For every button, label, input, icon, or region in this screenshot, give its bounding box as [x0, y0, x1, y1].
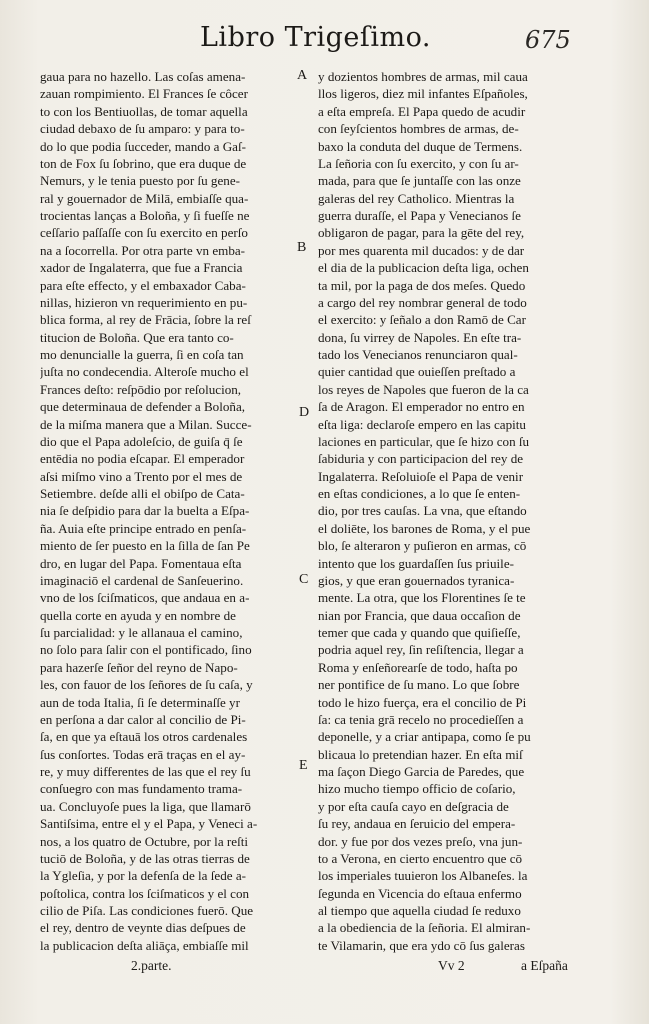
text-line: ma ſaçon Diego Garcia de Paredes, que [318, 764, 525, 779]
text-line: obligaron de pagar, para la gēte del rey, [318, 225, 525, 241]
text-line: la Ygleſia, y por la defenſa de la ſede a- [40, 868, 247, 884]
text-line: Setiembre. deſde alli el obiſpo de Cata- [40, 486, 245, 501]
text-line: los reyes de Napoles que fueron de la ca [318, 381, 529, 397]
right-text-column [318, 68, 574, 954]
text-line: dor. y fue por dos vezes preſo, vna jun- [318, 833, 523, 849]
text-line: y dozientos hombres de armas, mil caua [318, 69, 528, 84]
text-line: ton de Fox ſu ſobrino, que era duque de [40, 155, 247, 171]
text-line: re, y muy differentes de las que el rey ſu [40, 764, 251, 779]
page-number: 675 [525, 26, 571, 54]
text-line: quella corte en ayuda y en nombre de [40, 607, 236, 623]
left-text-column [40, 68, 302, 954]
text-line: ceſſario paſſaſſe con ſu exercito en perſo [40, 225, 248, 241]
text-line: ſu parcialidad: y le allanaua el camino, [40, 625, 243, 640]
text-line: para hazerſe ſeñor del reyno de Napo- [40, 659, 238, 675]
text-line: Ingalaterra. Reſoluioſe el Papa de venir [318, 468, 524, 484]
text-line: trocientas lanças a Boloña, y ſi fueſſe ne [40, 208, 250, 223]
text-line: entēdia no podia eſcapar. El emperador [40, 451, 245, 467]
text-line: guerra duraſſe, el Papa y Venecianos ſe [318, 208, 521, 223]
text-line: ua. Concluyoſe pues la liga, que llamarō [40, 798, 251, 814]
text-line: ta mil, por la paga de dos meſes. Quedo [318, 277, 526, 293]
text-line: zauan rompimiento. El Frances ſe côcer [40, 86, 248, 102]
text-line: ral y gouernador de Milā, embiaſſe qua- [40, 190, 249, 206]
running-head: Libro Trigeſimo. [200, 22, 432, 53]
text-line: eſta liga: declaroſe empero en las capitu [318, 416, 526, 432]
text-line: que determinaua de defender a Boloña, [40, 399, 246, 415]
text-line: ſa de Aragon. El emperador no entro en [318, 399, 525, 415]
text-line: ña. Auia eſte principe entrado en penſa- [40, 520, 247, 536]
text-line: nos, a los quatro de Octubre, por la reſti [40, 833, 248, 849]
text-line: el rey, dentro de veynte dias deſpues de [40, 920, 246, 936]
text-line: galeras del rey Catholico. Mientras la [318, 190, 515, 206]
text-line: dio que el Papa adoleſcio, de guiſa q̄ ſe [40, 433, 243, 449]
text-line: ſegunda en Vicencia do eſtaua enfermo [318, 885, 522, 901]
text-line: mada, para que ſe juntaſſe con las onze [318, 173, 521, 189]
text-line: xador de Ingalaterra, que fue a Francia [40, 260, 243, 276]
text-line: dio, por tres cauſas. La vna, que eſtando [318, 503, 527, 519]
text-line: conſuegro con mas fundamento trama- [40, 781, 243, 797]
section-marker-d: D [299, 405, 310, 420]
text-line: juſta no condecendia. Alteroſe mucho el [40, 364, 249, 380]
text-line: blo, ſe alteraron y puſieron en armas, cō [318, 538, 527, 554]
text-line: con ſeyſcientos hombres de armas, de- [318, 121, 519, 137]
text-line: tuciō de Boloña, y de las otras tierras de [40, 850, 250, 866]
text-line: ſabiduria y con participacion del rey de [318, 451, 524, 467]
text-line: to a Verona, en cierto encuentro que cō [318, 850, 523, 866]
text-line: laciones en particular, que ſe hizo con ſu [318, 433, 530, 449]
text-line: vno de los ſciſmaticos, que andaua en a- [40, 590, 250, 606]
text-line: todo le hizo fuerça, era el concilio de Pi [318, 694, 527, 710]
text-line: y por eſta cauſa cayo en deſgracia de [318, 798, 509, 814]
text-line: dona, ſu virrey de Napoles. En eſte tra- [318, 329, 522, 345]
text-line: aſsi miſmo vino a Trento por el mes de [40, 468, 243, 484]
text-line: intento que los guardaſſen ſus priuile- [318, 555, 514, 571]
text-line: La ſeñoria con ſu exercito, y con ſu ar- [318, 155, 519, 171]
text-line: el dia de la publicacion deſta liga, ochen [318, 260, 529, 276]
text-line: poſtolica, contra los ſciſmaticos y el con [40, 885, 250, 901]
text-line: al tiempo que aquella ciudad ſe reduxo [318, 903, 521, 918]
text-line: hizo mucho tiempo officio de coſario, [318, 781, 516, 797]
text-line: quier cantidad que ouieſſen preſtado a [318, 364, 516, 380]
text-line: cilio de Piſa. Las condiciones fuerō. Que [40, 903, 254, 918]
text-line: mente. La otra, que los Florentines ſe te [318, 590, 526, 606]
text-line: Frances deſto: reſpōdio por reſolucion, [40, 381, 242, 397]
text-line: mo denuncialle la guerra, ſi en coſa tan [40, 347, 244, 362]
text-line: Santiſsima, entre el y el Papa, y Veneci a- [40, 816, 258, 832]
text-line: de la miſma manera que a Milan. Succe- [40, 416, 252, 432]
text-line: dro, en lugar del Papa. Fomentaua eſta [40, 555, 242, 571]
text-line: podria aquel rey, ſin reſiſtencia, llegar a [318, 642, 524, 658]
section-marker-e: E [299, 758, 308, 773]
text-line: ner pontifice de ſu mano. Lo que ſobre [318, 677, 520, 693]
text-line: imaginaciō el cardenal de Sanſeuerino. [40, 572, 244, 588]
signature-mark: Vv 2 [438, 958, 465, 973]
text-line: miento de ſer puesto en la ſilla de ſan Pe [40, 538, 250, 554]
text-line: gios, y que eran gouernados tyranica- [318, 572, 515, 588]
text-line: blicaua lo pretendian hazer. En eſta miſ [318, 746, 523, 762]
signature-left: 2.parte. [131, 958, 172, 973]
text-line: te Vilamarin, que era ydo cō ſus galeras [318, 937, 525, 953]
section-marker-c: C [299, 572, 309, 587]
text-line: nian por Francia, que daua occaſion de [318, 607, 521, 623]
text-line: baxo la conduta del duque de Termens. [318, 138, 523, 154]
text-line: ciudad debaxo de ſu amparo: y para to- [40, 121, 245, 137]
text-line: Roma y enſeñorearſe de todo, haſta po [318, 659, 518, 675]
text-line: do lo que podia ſucceder, mando a Gaſ- [40, 138, 246, 154]
text-line: no ſolo para ſalir con el pontificado, ſino [40, 642, 252, 658]
text-line: llos ligeros, diez mil infantes Eſpañoles, [318, 86, 528, 102]
text-line: nillas, hizieron vn requerimiento en pu- [40, 294, 248, 310]
text-line: a eſta empreſa. El Papa quedo de acudir [318, 103, 526, 119]
text-line: nia ſe deſpidio para dar la buelta a Eſpa- [40, 503, 250, 519]
text-line: ſa: ca tenia grā recelo no procedieſſen a [318, 711, 524, 727]
text-line: les, con fauor de los ſeñores de ſu caſa, y [40, 677, 253, 693]
text-line: Nemurs, y le tenia puesto por ſu gene- [40, 173, 240, 189]
text-line: por mes quarenta mil ducados: y de dar [318, 242, 525, 258]
section-marker-b: B [297, 240, 307, 255]
text-line: ſus conſortes. Todas erā traças en el ay- [40, 746, 246, 762]
section-marker-a: A [297, 68, 308, 83]
text-line: na a ſocorrella. Por otra parte vn emba- [40, 242, 246, 258]
text-line: to con los Bentiuollas, de tomar aquella [40, 103, 248, 119]
text-line: gaua para no hazello. Las coſas amena- [40, 69, 246, 84]
text-line: aun de toda Italia, ſi ſe determinaſſe yr [40, 694, 240, 710]
text-line: los imperiales tuuieron los Albaneſes. la [318, 868, 528, 884]
text-line: para eſte effecto, y el embaxador Caba- [40, 277, 246, 293]
text-line: deponelle, y a criar antipapa, como ſe pu [318, 729, 531, 745]
text-line: a cargo del rey nombrar general de todo [318, 294, 527, 310]
text-line: tado los Venecianos renunciaron qual- [318, 347, 518, 362]
text-line: en eſtas condiciones, a lo que ſe enten- [318, 486, 521, 501]
text-line: temer que cada y quando que quiſieſſe, [318, 625, 521, 640]
text-line: el exercito: y ſeñalo a don Ramō de Car [318, 312, 526, 328]
catchword: a Eſpaña [521, 958, 568, 973]
text-line: titucion de Boloña. Que era tanto co- [40, 329, 234, 345]
text-line: en perſona a dar calor al concilio de Pi- [40, 711, 246, 727]
text-line: ſa, en que ya eſtauā los otros cardenales [40, 729, 248, 745]
text-line: la publicacion deſta aliāça, embiaſſe mil [40, 937, 249, 953]
text-line: a la obediencia de la ſeñoria. El almiran- [318, 920, 531, 936]
text-line: ſu rey, andaua en ſeruicio del empera- [318, 816, 516, 832]
text-line: el doliēte, los barones de Roma, y el pue [318, 520, 531, 536]
text-line: blica forma, al rey de Frācia, ſobre la reſ [40, 312, 251, 328]
